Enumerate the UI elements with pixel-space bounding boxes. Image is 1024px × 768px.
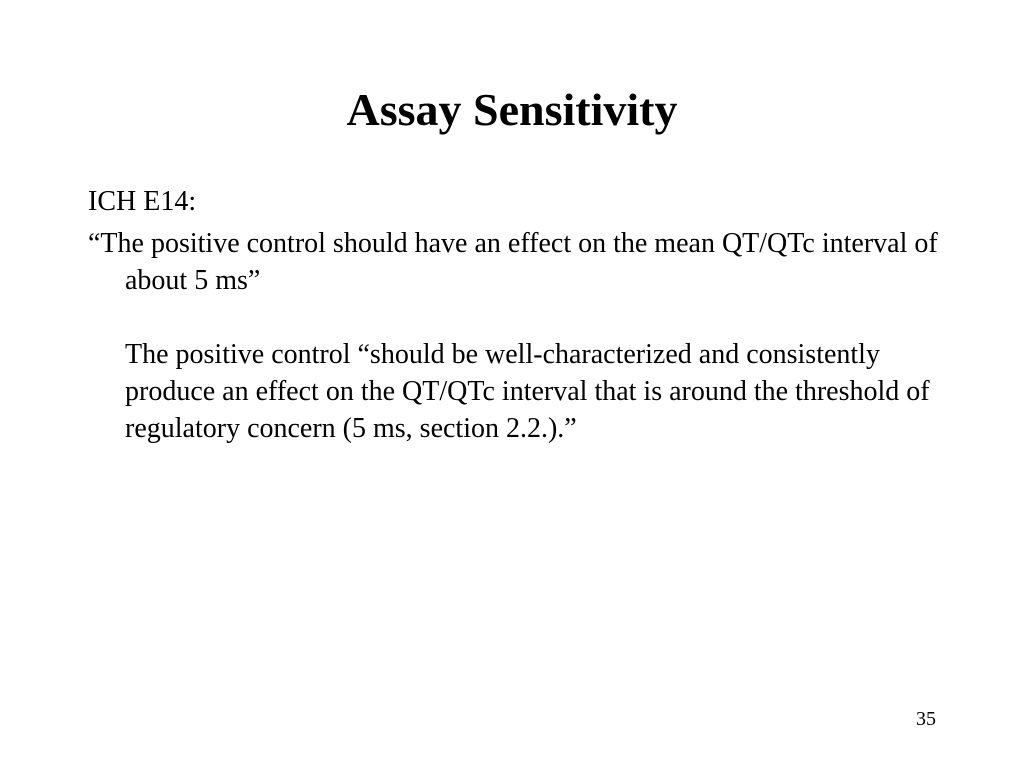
slide-number: 35 [916,708,936,730]
slide-title: Assay Sensitivity [346,84,678,135]
slide-body [88,183,968,452]
body-quote-positive-control-effect: “The positive control should have an effect on the mean QT/QTc interval of about 5 ms” [88,228,938,296]
body-quote-positive-control-characterization: The positive control “should be well-characterized and consistently produce an effect on the QT/QTc interval that is around the threshold of regulatory concern (5 ms, section 2.2.).” [125,339,930,444]
body-heading: ICH E14: [88,186,197,217]
